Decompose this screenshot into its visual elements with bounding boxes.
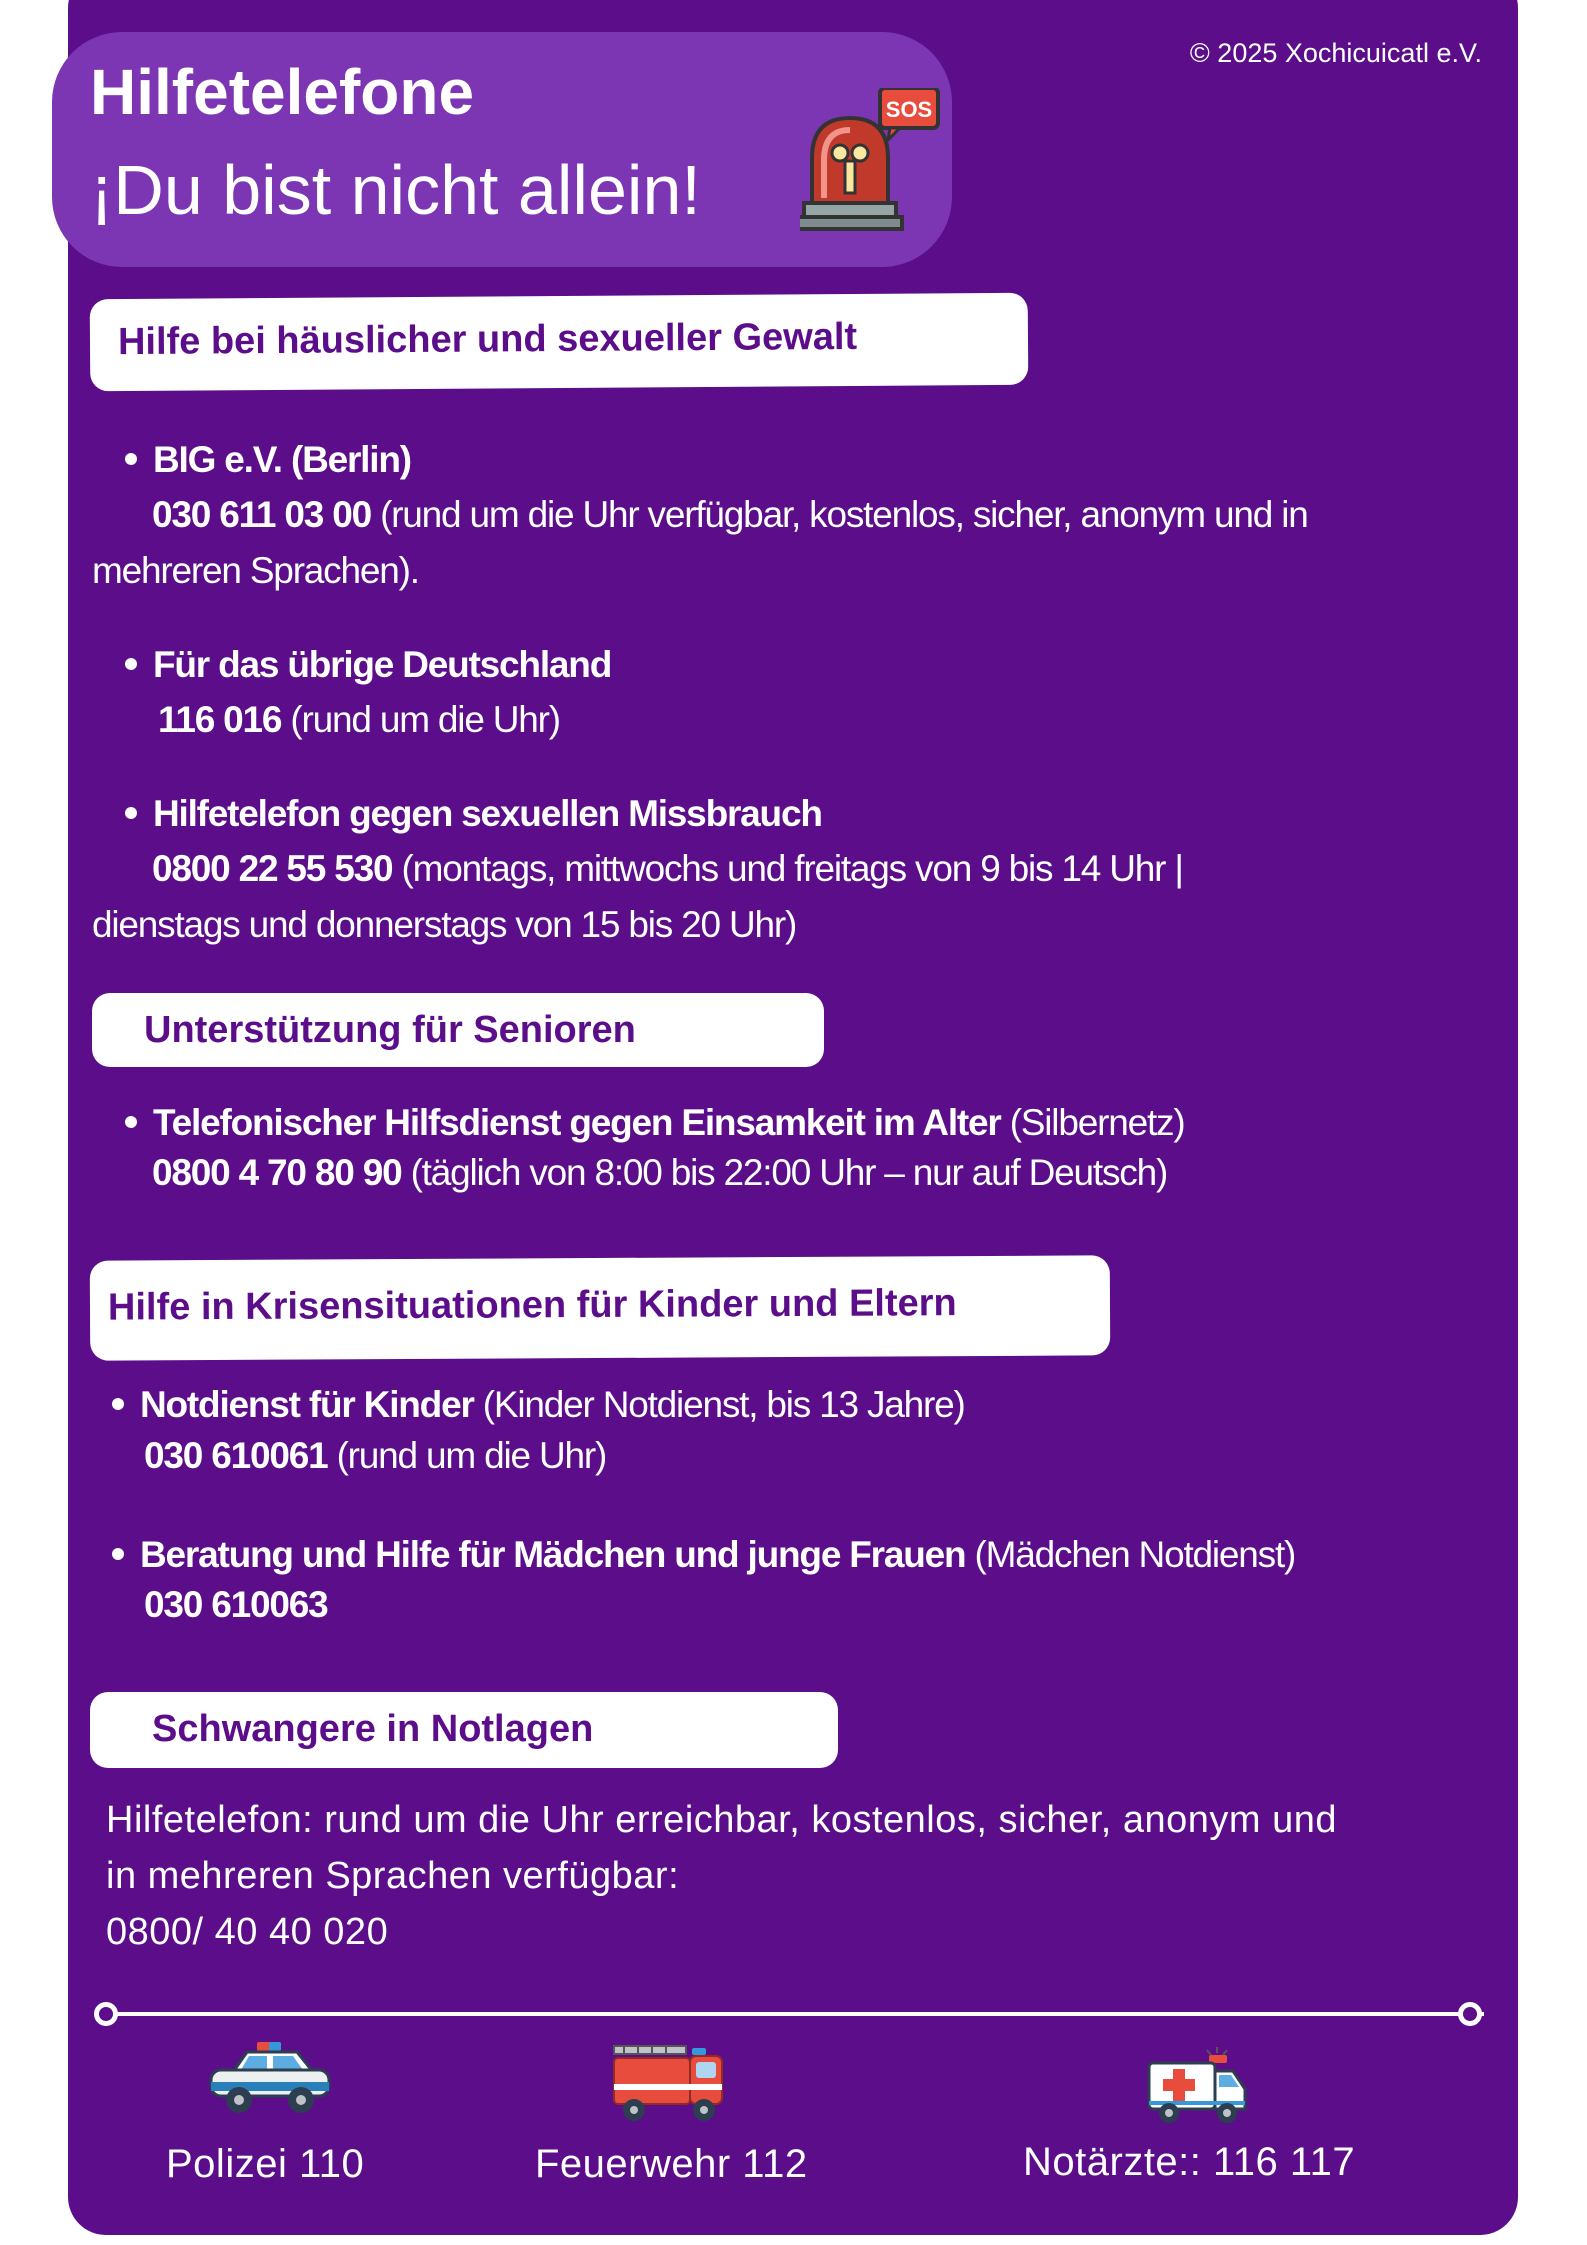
service-note: (täglich von 8:00 bis 22:00 Uhr – nur auf Deutsch) <box>401 1152 1168 1193</box>
phone-number: 0800/ 40 40 020 <box>106 1911 389 1953</box>
list-item <box>125 432 1485 488</box>
ambulance-icon <box>1145 2045 1249 2129</box>
sos-siren-icon <box>800 88 945 233</box>
page-title: Hilfetelefone <box>90 56 475 128</box>
service-note: dienstags und donnerstags von 15 bis 20 Uhr) <box>92 904 797 945</box>
sos-text: SOS <box>885 97 933 122</box>
list-item <box>112 1527 1512 1583</box>
doctor-label: Notärzte:: 116 117 <box>1023 2140 1356 2184</box>
info-line: in mehreren Sprachen verfügbar: <box>106 1855 680 1897</box>
bullet <box>125 453 137 465</box>
service-note: (rund um die Uhr verfügbar, kostenlos, sicher, anonym und in <box>370 494 1308 535</box>
service-extra: (Mädchen Notdienst) <box>965 1534 1296 1575</box>
bullet <box>112 1548 124 1560</box>
service-name: Telefonischer Hilfsdienst gegen Einsamkeit im Alter <box>153 1102 1001 1143</box>
service-name: BIG e.V. (Berlin) <box>153 439 411 480</box>
service-note: (rund um die Uhr) <box>281 699 560 740</box>
service-name: Beratung und Hilfe für Mädchen und junge Frauen <box>140 1534 966 1575</box>
phone-number: 116 016 <box>158 699 282 740</box>
phone-number: 030 610063 <box>144 1584 328 1625</box>
phone-number: 0800 4 70 80 90 <box>152 1152 402 1193</box>
bullet <box>112 1398 124 1410</box>
service-name: Für das übrige Deutschland <box>153 644 612 685</box>
phone-number: 030 611 03 00 <box>152 494 371 535</box>
service-extra: (Silbernetz) <box>1000 1102 1185 1143</box>
service-extra: (Kinder Notdienst, bis 13 Jahre) <box>473 1384 965 1425</box>
service-name: Notdienst für Kinder <box>140 1384 474 1425</box>
bullet <box>125 807 137 819</box>
service-note: (rund um die Uhr) <box>327 1435 607 1476</box>
list-item-details <box>144 1577 1474 1633</box>
police-car-icon <box>205 2040 335 2120</box>
list-item-details <box>158 692 1458 748</box>
phone-number: 030 610061 <box>144 1435 328 1476</box>
list-item <box>125 786 1485 842</box>
bullet <box>125 1116 137 1128</box>
service-note: mehreren Sprachen). <box>92 550 419 591</box>
bullet <box>125 658 137 670</box>
service-name: Hilfetelefon gegen sexuellen Missbrauch <box>153 793 822 834</box>
info-line: Hilfetelefon: rund um die Uhr erreichbar, kostenlos, sicher, anonym und <box>106 1799 1338 1841</box>
pregnant-info <box>106 1792 1506 1960</box>
list-item-details <box>152 1145 1482 1201</box>
page-subtitle: ¡Du bist nicht allein! <box>90 151 701 229</box>
list-item-details <box>144 1428 1474 1484</box>
list-item <box>112 1377 1502 1433</box>
section-heading-pregnant: Schwangere in Notlagen <box>90 1692 838 1768</box>
divider-line <box>104 2012 1484 2016</box>
copyright: © 2025 Xochicuicatl e.V. <box>1189 38 1482 68</box>
fire-truck-icon <box>612 2038 724 2130</box>
phone-number: 0800 22 55 530 <box>152 848 393 889</box>
list-item <box>125 1095 1505 1151</box>
section-heading-seniors: Unterstützung für Senioren <box>92 993 824 1067</box>
service-note: (montags, mittwochs und freitags von 9 bis 14 Uhr | <box>392 848 1183 889</box>
section-heading-crisis: Hilfe in Krisensituationen für Kinder und Eltern <box>90 1255 1111 1360</box>
fire-label: Feuerwehr 112 <box>535 2142 808 2186</box>
list-item <box>125 637 1485 693</box>
divider-start-dot <box>94 2002 118 2026</box>
divider-end-dot <box>1458 2002 1482 2026</box>
police-label: Polizei 110 <box>166 2142 365 2186</box>
section-heading-violence: Hilfe bei häuslicher und sexueller Gewalt <box>90 293 1029 392</box>
list-item-details <box>92 487 1492 599</box>
list-item-details <box>92 841 1492 953</box>
